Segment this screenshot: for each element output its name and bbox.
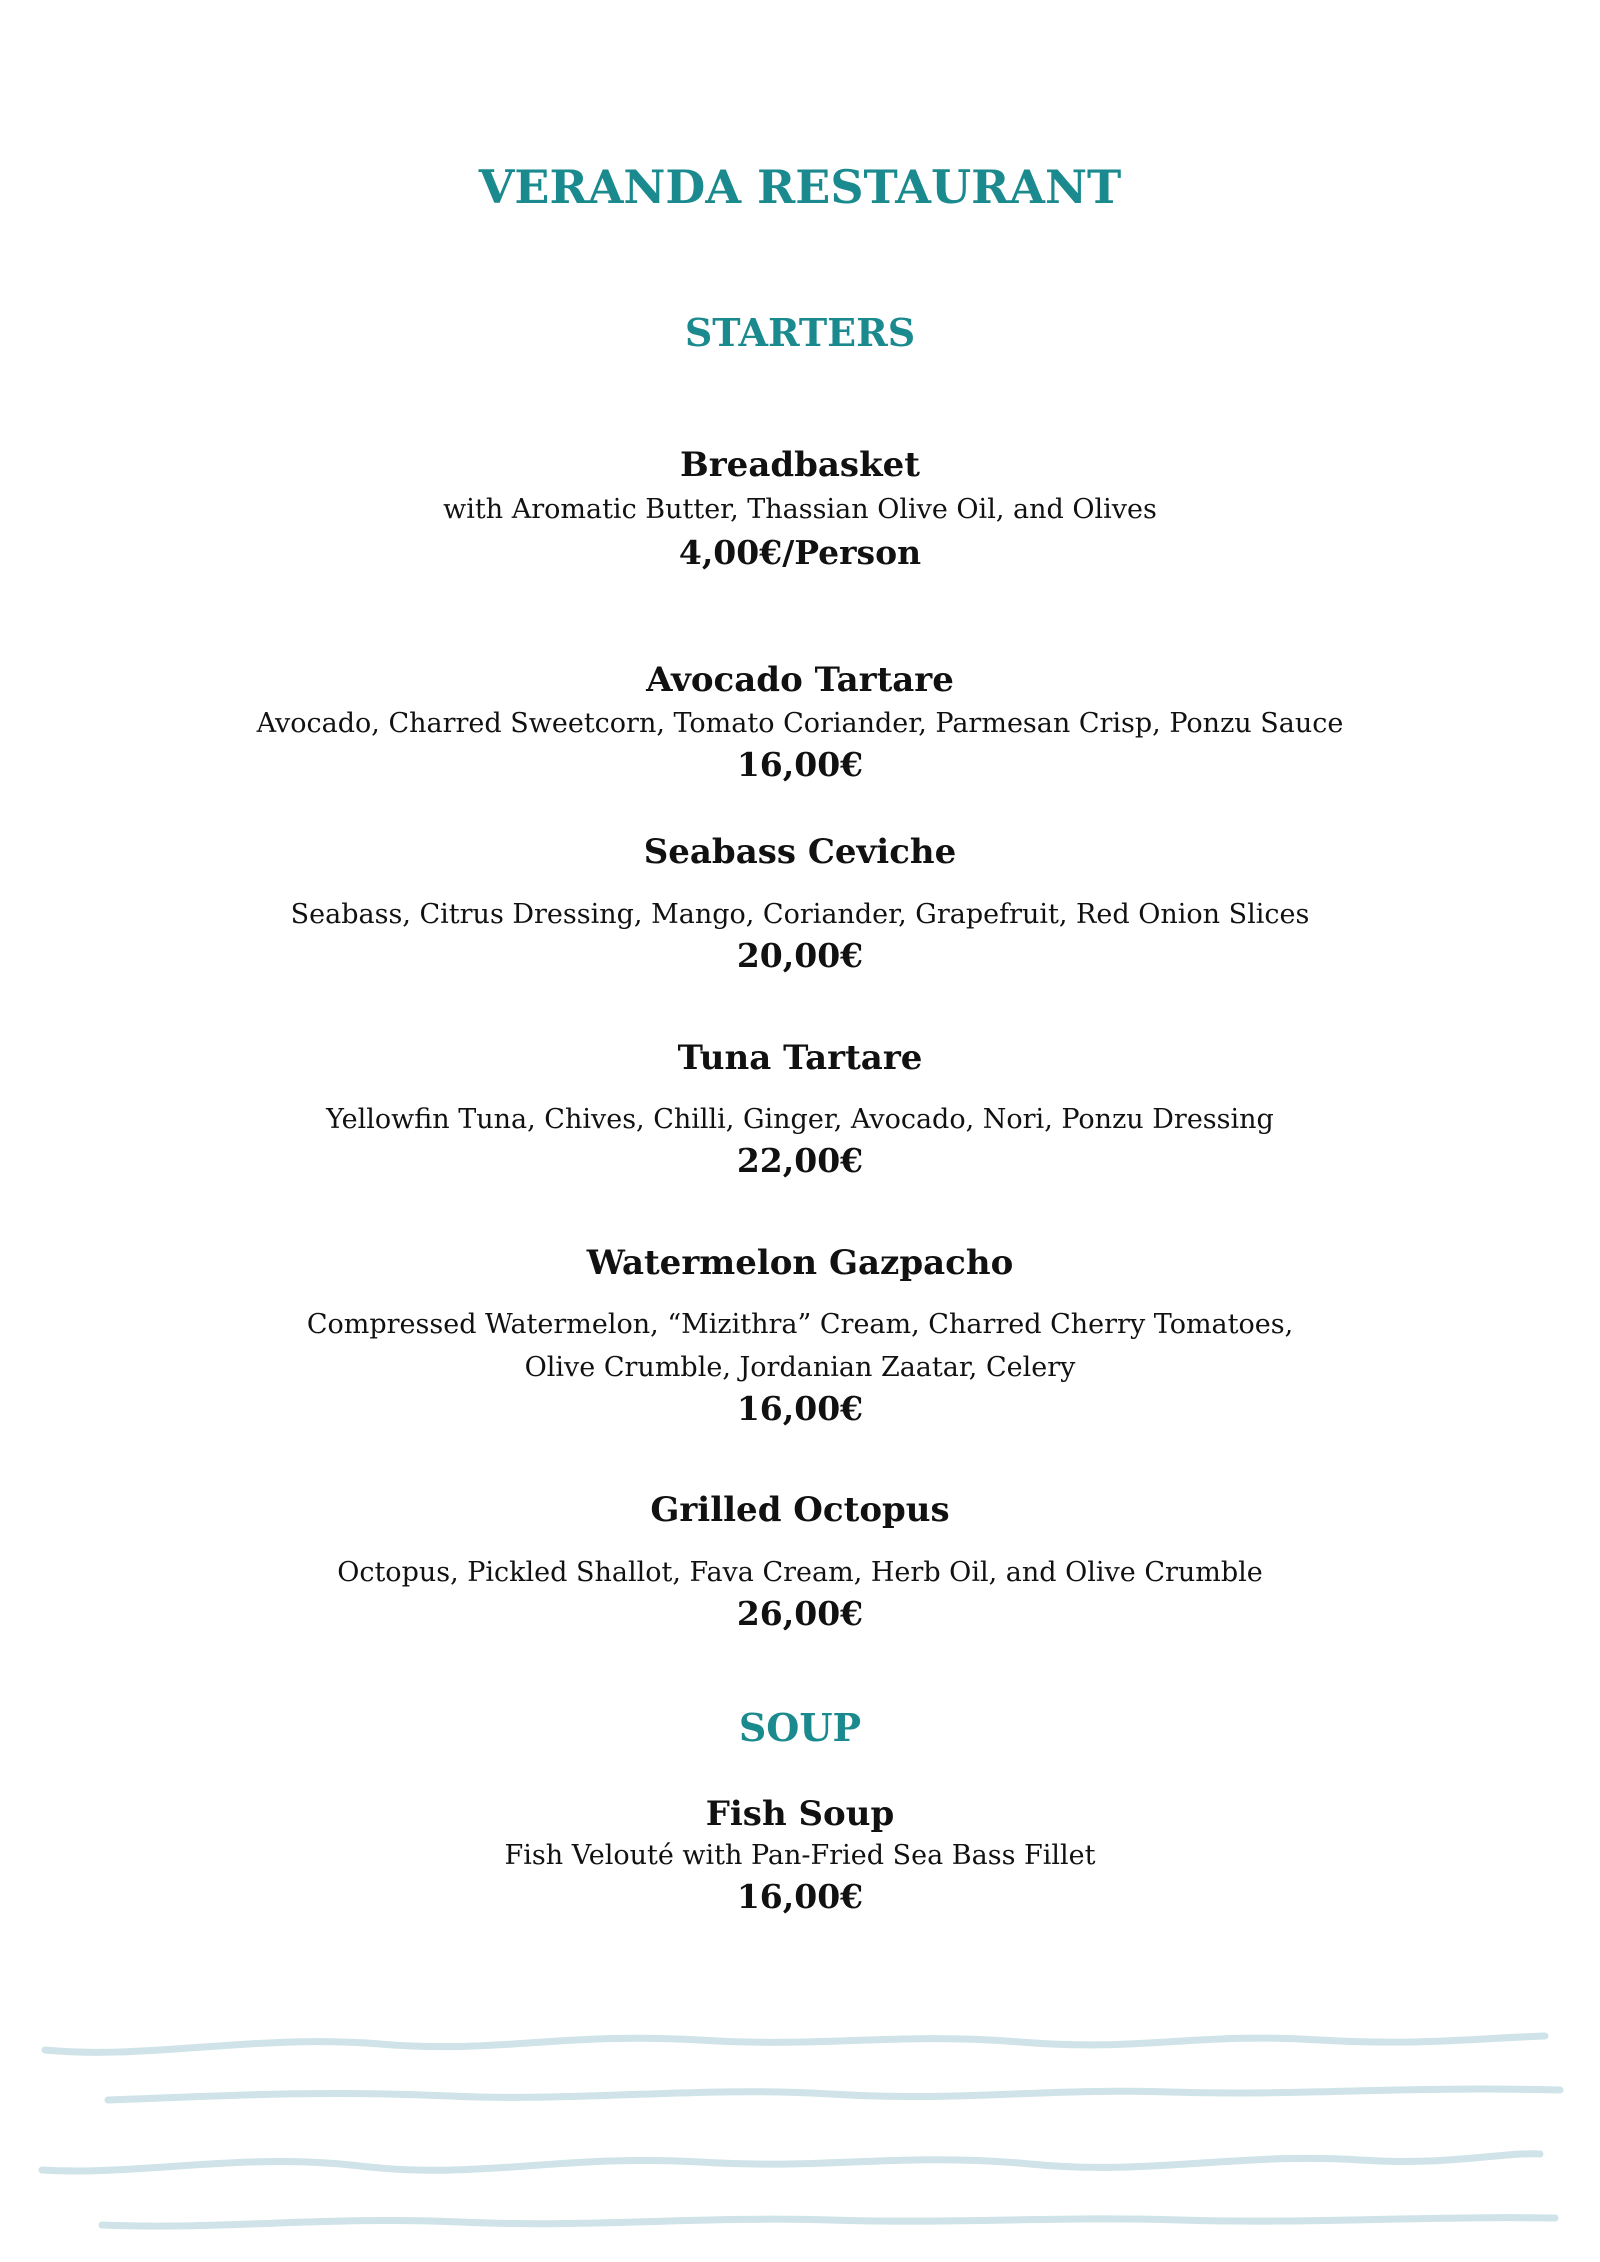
menu-item-price: 20,00€ xyxy=(736,936,864,975)
menu-item-description: Fish Velouté with Pan-Fried Sea Bass Fillet xyxy=(504,1840,1096,1871)
menu-item-description: Yellowfin Tuna, Chives, Chilli, Ginger, Avocado, Nori, Ponzu Dressing xyxy=(326,1104,1274,1135)
menu-item-price: 22,00€ xyxy=(736,1141,864,1180)
wave-line xyxy=(45,2036,1545,2052)
menu-item-name: Seabass Ceviche xyxy=(643,832,957,872)
menu-item-description: Olive Crumble, Jordanian Zaatar, Celery xyxy=(524,1352,1076,1383)
menu-item-name: Avocado Tartare xyxy=(646,660,954,700)
menu-item-name: Breadbasket xyxy=(680,445,920,485)
restaurant-title: VERANDA RESTAURANT xyxy=(478,160,1122,214)
menu-item-description: Compressed Watermelon, “Mizithra” Cream, Charred Cherry Tomatoes, xyxy=(306,1309,1294,1340)
menu-item-price: 26,00€ xyxy=(736,1594,864,1633)
wave-line xyxy=(108,2089,1560,2100)
menu-item-description: Seabass, Citrus Dressing, Mango, Coriander, Grapefruit, Red Onion Slices xyxy=(290,899,1310,930)
wave-line xyxy=(102,2218,1555,2226)
section-title-soup: SOUP xyxy=(738,1705,862,1750)
menu-item-price: 16,00€ xyxy=(736,1877,864,1916)
section-title-starters: STARTERS xyxy=(684,310,916,355)
menu-item-description: Avocado, Charred Sweetcorn, Tomato Coriander, Parmesan Crisp, Ponzu Sauce xyxy=(256,708,1344,739)
wave-line xyxy=(42,2154,1540,2171)
menu-item-name: Watermelon Gazpacho xyxy=(586,1243,1014,1283)
menu-item-name: Grilled Octopus xyxy=(650,1490,950,1530)
menu-item-description: with Aromatic Butter, Thassian Olive Oil, and Olives xyxy=(443,494,1157,525)
menu-item-name: Tuna Tartare xyxy=(677,1038,923,1078)
menu-item-price: 16,00€ xyxy=(736,1389,864,1428)
wave-decoration xyxy=(0,2020,1600,2260)
menu-item-description: Octopus, Pickled Shallot, Fava Cream, Herb Oil, and Olive Crumble xyxy=(337,1557,1263,1588)
menu-item-price: 16,00€ xyxy=(736,745,864,784)
menu-item-price: 4,00€/Person xyxy=(678,533,922,572)
menu-item-name: Fish Soup xyxy=(705,1794,895,1834)
